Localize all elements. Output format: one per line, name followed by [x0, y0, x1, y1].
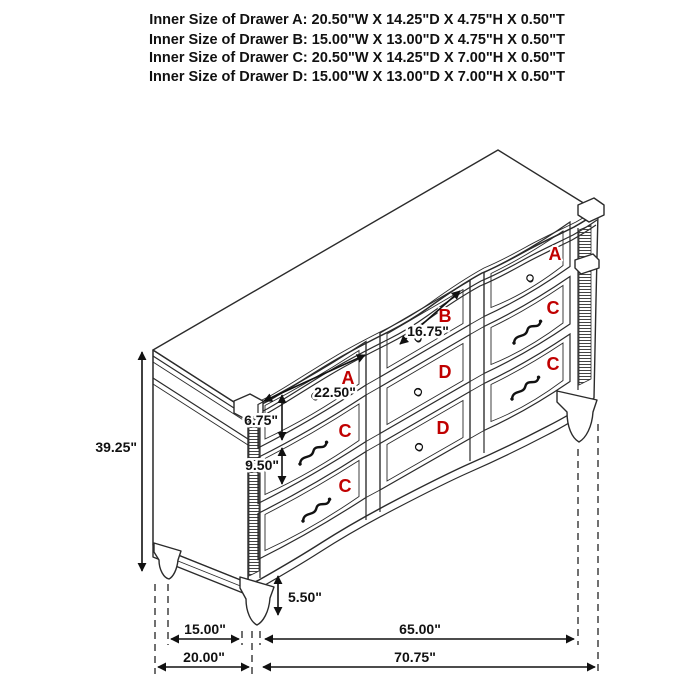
front-left-leg: [240, 577, 274, 625]
front-right-fluted-column: [579, 225, 591, 385]
drawer-label-bottom-left: C: [338, 476, 352, 496]
dimension-label-overall-height: 39.25": [95, 439, 137, 455]
dimension-label-leg-height: 5.50": [288, 589, 322, 605]
dimension-label-drawer-b-front-width: 16.75": [407, 323, 449, 339]
dimension-leg-height: [278, 576, 322, 615]
dimension-label-front-leg-spacing: 65.00": [399, 621, 441, 637]
dimension-label-overall-depth: 20.00": [183, 649, 225, 665]
header-line-drawer-d: Inner Size of Drawer D: 15.00"W X 13.00"D X 7.00"H X 0.50"T: [149, 69, 565, 85]
dimension-label-side-leg-spacing: 15.00": [184, 621, 226, 637]
dimension-overall-width: [263, 649, 595, 667]
drawer-label-bottom-right: C: [546, 354, 560, 374]
header-line-drawer-b: Inner Size of Drawer B: 15.00"W X 13.00"D X 4.75"H X 0.50"T: [149, 32, 565, 48]
dimension-label-drawer-a-front-width: 22.50": [314, 384, 356, 400]
dimension-side-leg-spacing: [171, 621, 239, 639]
header-line-drawer-a: Inner Size of Drawer A: 20.50"W X 14.25"D X 4.75"H X 0.50"T: [149, 12, 565, 28]
dimension-label-overall-width: 70.75": [394, 649, 436, 665]
header-drawer-sizes: [149, 12, 565, 85]
dimension-label-drawer-a-height: 6.75": [244, 412, 278, 428]
dimension-overall-depth: [158, 649, 249, 667]
drawer-label-top-right: A: [548, 244, 562, 264]
knob-drawer-d-middle: [415, 389, 422, 397]
dimension-label-drawer-c-height: 9.50": [245, 457, 279, 473]
header-line-drawer-c: Inner Size of Drawer C: 20.50"W X 14.25"D X 7.00"H X 0.50"T: [149, 50, 565, 66]
drawer-label-top-left: A: [341, 368, 355, 388]
knob-drawer-d-bottom: [416, 444, 423, 452]
drawer-label-bottom-middle: D: [436, 418, 450, 438]
drawer-label-middle-right: C: [546, 298, 560, 318]
knob-drawer-a-right: [527, 275, 533, 282]
dimension-overall-height: [95, 352, 142, 571]
dresser-drawing: [153, 150, 604, 625]
dimension-front-leg-spacing: [265, 621, 574, 639]
drawer-label-top-middle: B: [438, 306, 452, 326]
drawer-label-middle-middle: D: [438, 362, 452, 382]
drawer-label-middle-left: C: [338, 421, 352, 441]
